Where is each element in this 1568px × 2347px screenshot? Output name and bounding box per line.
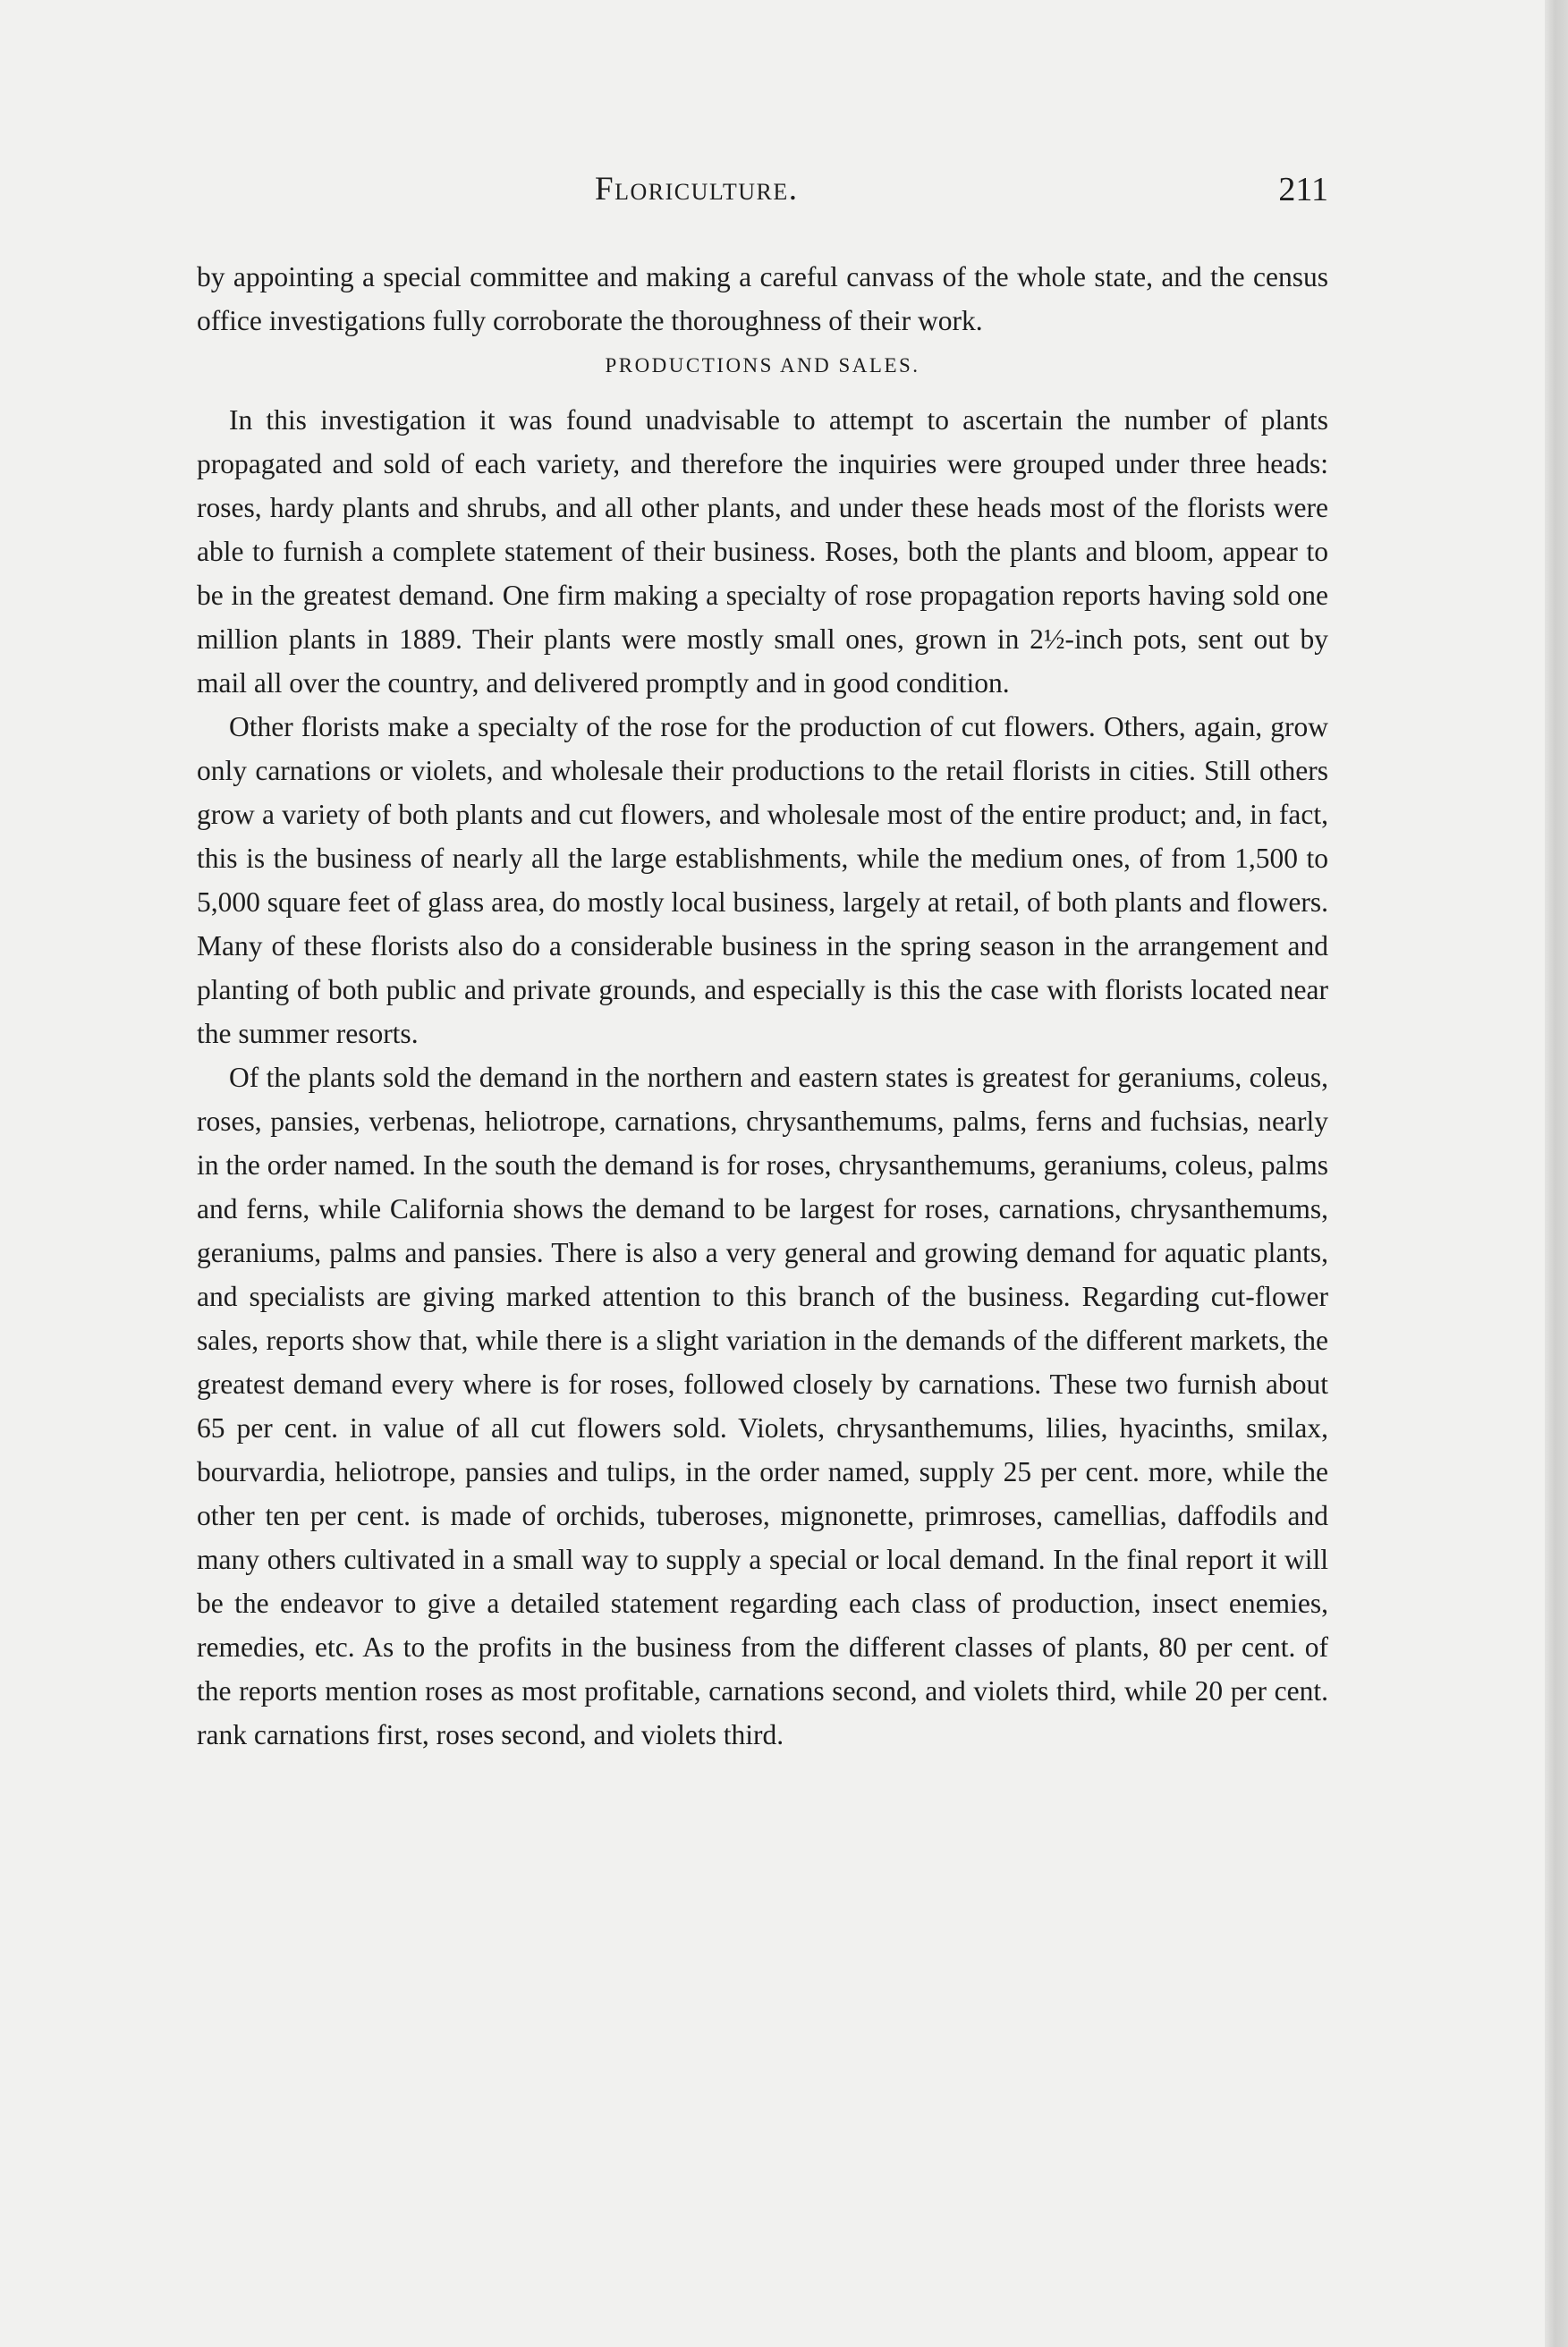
paragraph-plants-sold: Of the plants sold the demand in the northern and eastern states is greatest for geraniums, coleus, roses, pansies, verbenas, heliotrope, carnations, chrysanthemums, palms, ferns and fuchsias, nearly in the order named. In the south the demand is for roses, chrysanthemums, geraniums, coleus, palms and ferns, while California shows the demand to be largest for roses, carnations, chrysanthemums, geraniums, palms and pansies. There is also a very general and growing demand for aquatic plants, and specialists are giving marked attention to this branch of the business. Regarding cut-flower sales, reports show that, while there is a slight variation in the demands of the different markets, the greatest demand every where is for roses, followed closely by carnations. These two furnish about 65 per cent. in value of all cut flowers sold. Violets, chrysanthemums, lilies, hyacinths, smilax, bourvardia, heliotrope, pansies and tulips, in the order named, supply 25 per cent. more, while the other ten per cent. is made of orchids, tuberoses, mignonette, primroses, camellias, daffodils and many others cultivated in a small way to supply a special or local demand. In the final report it will be the endeavor to give a detailed statement regarding each class of production, insect enemies, remedies, etc. As to the profits in the business from the different classes of plants, 80 per cent. of the reports mention roses as most profitable, carnations second, and violets third, while 20 per cent. rank carnations first, roses second, and violets third.: [197, 1062, 1328, 1750]
section-heading: PRODUCTIONS AND SALES.: [605, 354, 920, 377]
paragraph-other-florists: Other florists make a specialty of the rose for the production of cut flowers. Others, again, grow only carnations or violets, and wholesale their productions to the retail florists in cities. Still others grow a variety of both plants and cut flowers, and wholesale most of the entire product; and, in fact, this is the business of nearly all the large establishments, while the medium ones, of from 1,500 to 5,000 square feet of glass area, do mostly local business, largely at retail, of both plants and flowers. Many of these florists also do a considerable business in the spring season in the arrangement and planting of both public and private grounds, and especially is this the case with florists located near the summer resorts.: [197, 711, 1328, 1049]
page-number: 211: [1278, 171, 1328, 208]
page-edge-shadow: [1545, 0, 1568, 2347]
page-header: [197, 170, 1328, 224]
paragraph-investigation: In this investigation it was found unadvisable to attempt to ascertain the number of plants propagated and sold of each variety, and therefore the inquiries were grouped under three heads: roses, hardy plants and shrubs, and all other plants, and under these heads most of the florists were able to furnish a complete statement of their business. Roses, both the plants and bloom, appear to be in the greatest demand. One firm making a specialty of rose propagation reports having sold one million plants in 1889. Their plants were mostly small ones, grown in 2½-inch pots, sent out by mail all over the country, and delivered promptly and in good condition.: [197, 404, 1328, 699]
paragraph-continuation: by appointing a special committee and making a careful canvass of the whole state, and the census office investigations fully corroborate the thoroughness of their work.: [197, 261, 1328, 336]
page-body: [197, 255, 1328, 1757]
running-title: Floriculture.: [595, 171, 799, 208]
